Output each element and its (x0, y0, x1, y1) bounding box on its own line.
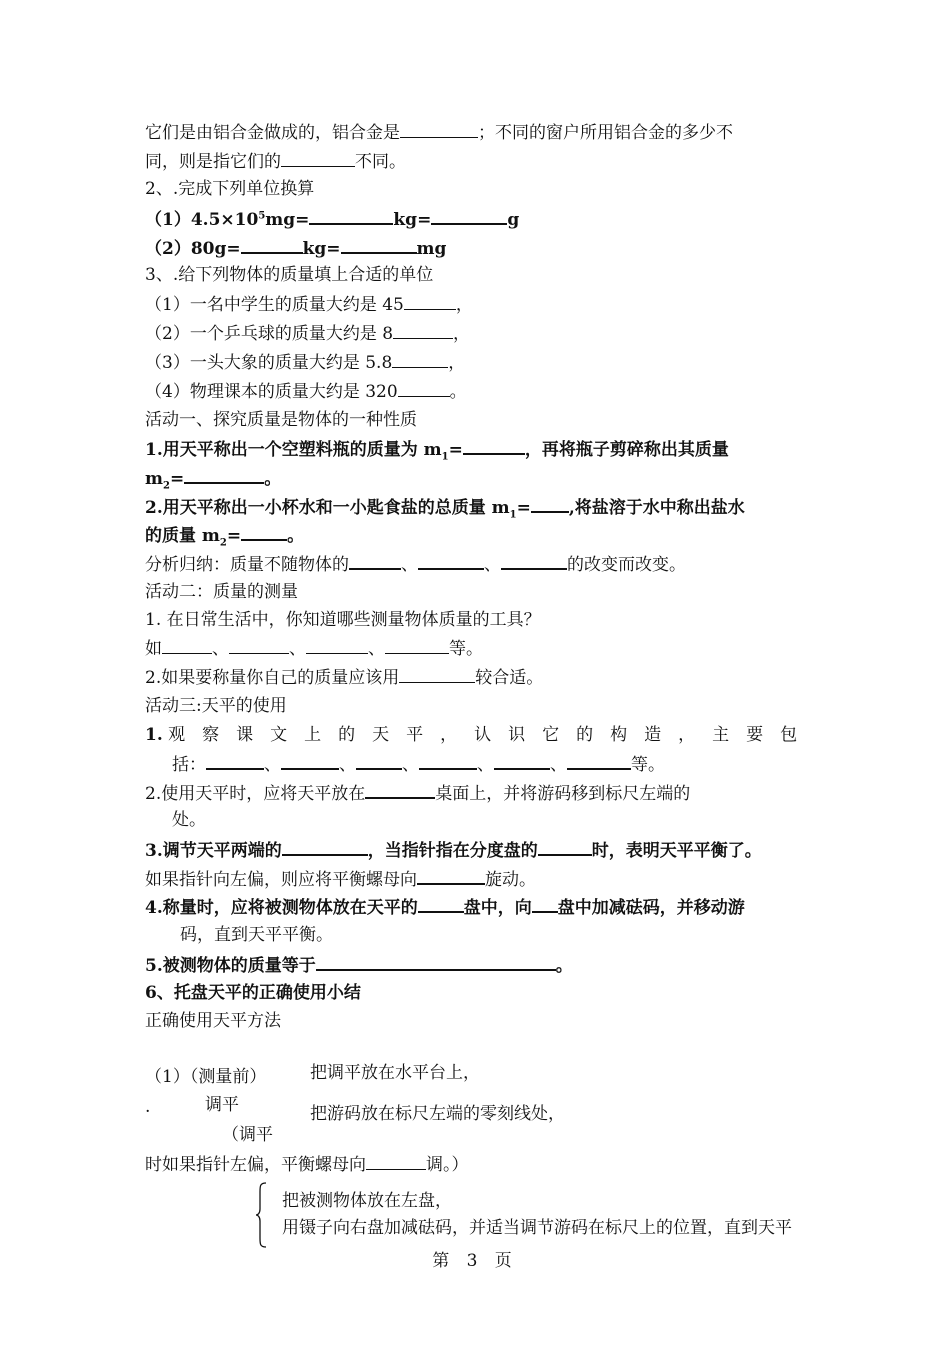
section-heading: 2、.完成下列单位换算 (145, 179, 315, 199)
text-line: 处。 (172, 810, 206, 830)
text-line: 2.如果要称量你自己的质量应该用 较合适。 (145, 668, 544, 688)
answer-blank[interactable] (418, 895, 464, 913)
answer-blank[interactable] (241, 236, 303, 254)
answer-blank[interactable] (404, 293, 456, 310)
answer-blank[interactable] (494, 752, 550, 770)
text-line: 的质量 $m_2=$ 。 (145, 523, 304, 547)
text-line: 1. 在日常生活中，你知道哪些测量物体质量的工具？ (145, 610, 541, 630)
answer-blank[interactable] (356, 752, 402, 770)
step-text: 用镊子向右盘加减砝码，并适当调节游码在标尺上的位置，直到天平 (282, 1218, 792, 1238)
text-line: （2）一个乒乓球的质量大约是 8 ， (145, 324, 471, 344)
answer-blank[interactable] (531, 495, 569, 513)
answer-blank[interactable] (206, 752, 264, 770)
answer-blank[interactable] (241, 523, 287, 541)
answer-blank[interactable] (162, 637, 212, 654)
answer-blank[interactable] (184, 466, 264, 484)
answer-blank[interactable] (398, 380, 450, 397)
answer-blank[interactable] (399, 666, 475, 683)
answer-blank[interactable] (385, 637, 449, 654)
answer-blank[interactable] (316, 953, 556, 971)
answer-blank[interactable] (400, 121, 478, 138)
text-line: 分析归纳：质量不随物体的 、 、 的改变而改变。 (145, 552, 686, 576)
text-line: （3）一头大象的质量大约是 5.8 ， (145, 353, 466, 373)
page-number: 第 3 页 (432, 1251, 518, 1271)
answer-blank[interactable] (538, 838, 592, 856)
text-line: （调平 (222, 1125, 273, 1145)
answer-blank[interactable] (567, 752, 631, 770)
step-label: 调平 (205, 1095, 239, 1115)
text-line: 同，则是指它们的 不同。 (145, 152, 406, 172)
text-line: 它们是由铝合金做成的，铝合金是 ；不同的窗户所用铝合金的多少不 (145, 123, 733, 143)
text-line: 码，直到天平平衡。 (180, 925, 333, 945)
answer-blank[interactable] (532, 895, 558, 913)
text-line: $(1)4.5\times 10^5mg= kg= g$ (145, 207, 519, 231)
text-line: 1.用天平称出一个空塑料瓶的质量为 $m_1=$ ，再将瓶子剪碎称出其质量 (145, 437, 729, 461)
text-line: 如果指针向左偏，则应将平衡螺母向 旋动。 (145, 867, 536, 891)
text-line: 2.使用天平时，应将天平放在 桌面上，并将游码移到标尺左端的 (145, 781, 690, 805)
text-line: 3.调节天平两端的 ，当指针指在分度盘的 时，表明天平平衡了。 (145, 838, 762, 862)
text-line: （2）80g= kg= mg (145, 236, 446, 260)
answer-blank[interactable] (281, 150, 355, 167)
answer-blank[interactable] (281, 752, 339, 770)
text-line: （1）一名中学生的质量大约是 45 ， (145, 295, 473, 315)
answer-blank[interactable] (393, 322, 453, 339)
answer-blank[interactable] (419, 752, 477, 770)
text-line: 如 、 、 、 等。 (145, 639, 483, 659)
text-line: 1. 观察课文上的天平，认识它的构造，主要包 (145, 725, 815, 745)
answer-blank[interactable] (392, 351, 448, 368)
text-line: 2.用天平称出一小杯水和一小匙食盐的总质量 $m_1=$ ,将盐溶于水中称出盐水 (145, 495, 745, 519)
answer-blank[interactable] (501, 552, 567, 570)
answer-blank[interactable] (229, 637, 289, 654)
step-text: 把游码放在标尺左端的零刻线处， (310, 1104, 565, 1124)
step-text: 把调平放在水平台上， (310, 1063, 480, 1083)
answer-blank[interactable] (365, 781, 435, 799)
curly-brace-icon (255, 1182, 267, 1248)
text-line: $m_2=$ 。 (145, 466, 281, 490)
text-line: 括： 、 、 、 、 、 等。 (172, 752, 665, 776)
section-heading: 3、.给下列物体的质量填上合适的单位 (145, 265, 434, 285)
text-line: 5.被测物体的质量等于 。 (145, 953, 573, 977)
section-heading: 6、托盘天平的正确使用小结 (145, 983, 361, 1003)
activity-heading: 活动一、探究质量是物体的一种性质 (145, 410, 417, 430)
text-line: 4.称量时，应将被测物体放在天平的 盘中，向 盘中加减砝码，并移动游 (145, 895, 745, 919)
step-text: 把被测物体放在左盘， (282, 1191, 452, 1211)
answer-blank[interactable] (417, 867, 485, 885)
answer-blank[interactable] (463, 437, 525, 455)
bullet-dot: . (145, 1097, 151, 1117)
text-line: 正确使用天平方法 (145, 1011, 281, 1031)
text-line: 时如果指针左偏，平衡螺母向 调。） (145, 1155, 469, 1175)
activity-heading: 活动三:天平的使用 (145, 696, 287, 716)
answer-blank[interactable] (418, 552, 484, 570)
answer-blank[interactable] (366, 1153, 426, 1170)
answer-blank[interactable] (431, 207, 507, 225)
answer-blank[interactable] (309, 207, 393, 225)
answer-blank[interactable] (306, 637, 368, 654)
step-label: （1）（测量前） (145, 1067, 267, 1087)
activity-heading: 活动二：质量的测量 (145, 582, 298, 602)
answer-blank[interactable] (349, 552, 401, 570)
answer-blank[interactable] (282, 838, 368, 856)
text-line: （4）物理课本的质量大约是 320 。 (145, 382, 467, 402)
answer-blank[interactable] (341, 236, 417, 254)
